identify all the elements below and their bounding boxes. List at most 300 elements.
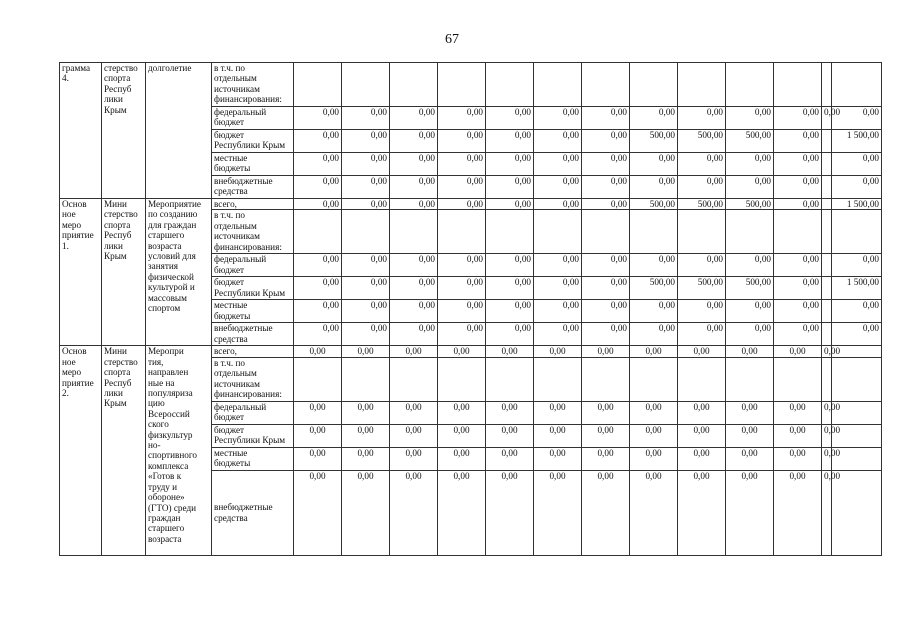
value-cell: 0,00: [678, 346, 726, 357]
funding-source-cell: [212, 424, 294, 447]
value-cell: 0,00: [822, 424, 832, 447]
cell-line: Всероссий: [148, 408, 190, 419]
value-cell: 0,00: [438, 153, 486, 176]
value-cell: [726, 210, 774, 254]
value-cell: 500,00: [678, 130, 726, 153]
cell-line: спортивного: [148, 450, 197, 461]
value-cell: [438, 63, 486, 107]
value-cell: 0,00: [726, 323, 774, 346]
value-cell: [822, 357, 832, 401]
cell-line: Респуб: [104, 377, 132, 388]
value-cell: [822, 153, 832, 176]
value-cell: 0,00: [726, 470, 774, 555]
value-cell: 0,00: [486, 199, 534, 210]
value-cell: 500,00: [630, 277, 678, 300]
value-cell: 0,00: [294, 254, 342, 277]
cell-line: стерство: [104, 356, 138, 367]
source-line: источникам: [214, 83, 260, 94]
cell-line: комплекса: [148, 460, 189, 471]
value-cell: 0,00: [774, 199, 822, 210]
cell-line: Меропри: [148, 346, 184, 357]
value-cell: [678, 357, 726, 401]
source-line: федеральный: [214, 401, 267, 412]
cell-line: для граждан: [148, 219, 197, 230]
source-line: в т.ч. по: [214, 63, 245, 73]
value-cell: 0,00: [438, 254, 486, 277]
value-cell: [774, 210, 822, 254]
value-cell: 0,00: [294, 470, 342, 555]
source-line: бюджет: [214, 412, 245, 423]
value-cell: 0,00: [630, 447, 678, 470]
value-cell: 0,00: [630, 254, 678, 277]
program-id-cell: [60, 346, 102, 555]
value-cell: 0,00: [534, 254, 582, 277]
value-cell: [534, 357, 582, 401]
value-cell: [390, 63, 438, 107]
value-cell: 0,00: [630, 153, 678, 176]
value-cell: 0,00: [822, 107, 832, 130]
value-cell: 0,00: [486, 176, 534, 199]
value-cell: 0,00: [486, 323, 534, 346]
value-cell: 0,00: [726, 176, 774, 199]
value-cell: 0,00: [726, 300, 774, 323]
value-cell: 0,00: [582, 277, 630, 300]
value-cell: 0,00: [630, 401, 678, 424]
executor-cell: [102, 346, 146, 555]
value-cell: 0,00: [582, 424, 630, 447]
cell-line: меро: [62, 367, 82, 378]
value-cell: [630, 63, 678, 107]
value-cell: [582, 63, 630, 107]
value-cell: 0,00: [342, 176, 390, 199]
value-cell: 0,00: [342, 130, 390, 153]
value-cell: 0,00: [582, 130, 630, 153]
value-cell: 0,00: [678, 176, 726, 199]
value-cell: 0,00: [390, 300, 438, 323]
cell-line: меро: [62, 219, 82, 230]
value-cell: 0,00: [438, 470, 486, 555]
value-cell: 0,00: [390, 130, 438, 153]
cell-line: стерство: [104, 209, 138, 220]
value-cell: 0,00: [438, 424, 486, 447]
funding-source-cell: [212, 401, 294, 424]
value-cell: 0,00: [438, 401, 486, 424]
cell-line: ное: [62, 209, 76, 220]
source-line: Республики Крым: [214, 140, 286, 151]
value-cell: 0,00: [582, 346, 630, 357]
value-cell: 0,00: [534, 346, 582, 357]
cell-line: Респуб: [104, 230, 132, 241]
value-cell: [678, 63, 726, 107]
cell-line: Крым: [104, 104, 127, 115]
executor-cell: [102, 63, 146, 199]
value-cell: 0,00: [342, 254, 390, 277]
value-cell: 0,00: [438, 300, 486, 323]
value-cell: 0,00: [822, 346, 832, 357]
cell-line: долголетие: [148, 63, 192, 73]
value-cell: [294, 357, 342, 401]
cell-line: направлен: [148, 367, 189, 378]
value-cell: 0,00: [832, 176, 882, 199]
funding-source-cell: [212, 199, 294, 210]
program-id-cell: [60, 199, 102, 346]
source-line: финансирования:: [214, 94, 282, 105]
value-cell: 0,00: [294, 176, 342, 199]
cell-line: лики: [104, 94, 123, 105]
value-cell: 0,00: [582, 199, 630, 210]
value-cell: 0,00: [342, 199, 390, 210]
value-cell: 0,00: [486, 401, 534, 424]
cell-line: возраста: [148, 240, 182, 251]
source-line: источникам: [214, 378, 260, 389]
source-line: источникам: [214, 231, 260, 242]
value-cell: 0,00: [294, 346, 342, 357]
value-cell: 0,00: [726, 346, 774, 357]
source-line: федеральный: [214, 107, 267, 117]
source-line: отдельным: [214, 220, 257, 231]
value-cell: 1 500,00: [832, 277, 882, 300]
value-cell: 0,00: [630, 176, 678, 199]
value-cell: 0,00: [390, 254, 438, 277]
value-cell: 0,00: [342, 323, 390, 346]
value-cell: [822, 277, 832, 300]
value-cell: 0,00: [678, 323, 726, 346]
value-cell: 0,00: [630, 323, 678, 346]
value-cell: 0,00: [438, 199, 486, 210]
program-id-cell: [60, 63, 102, 199]
cell-line: Мини: [104, 199, 127, 209]
value-cell: [832, 357, 882, 401]
value-cell: 0,00: [342, 424, 390, 447]
value-cell: 0,00: [438, 447, 486, 470]
value-cell: 0,00: [486, 107, 534, 130]
value-cell: 0,00: [342, 107, 390, 130]
value-cell: [726, 63, 774, 107]
value-cell: [832, 63, 882, 107]
value-cell: [726, 357, 774, 401]
value-cell: 0,00: [294, 153, 342, 176]
value-cell: 0,00: [294, 424, 342, 447]
source-line: внебюджетные: [214, 502, 273, 513]
value-cell: 0,00: [774, 424, 822, 447]
table-row: [60, 346, 882, 357]
cell-line: Респуб: [104, 83, 132, 94]
value-cell: [342, 357, 390, 401]
value-cell: 0,00: [822, 470, 832, 555]
cell-line: обороне»: [148, 492, 185, 503]
source-line: всего,: [214, 199, 237, 209]
source-line: бюджеты: [214, 163, 251, 174]
cell-line: Мини: [104, 346, 127, 357]
value-cell: 0,00: [678, 447, 726, 470]
value-cell: 0,00: [534, 199, 582, 210]
value-cell: 0,00: [390, 277, 438, 300]
funding-source-cell: [212, 346, 294, 357]
value-cell: 0,00: [678, 107, 726, 130]
value-cell: 0,00: [534, 323, 582, 346]
value-cell: [582, 210, 630, 254]
value-cell: [822, 63, 832, 107]
value-cell: 0,00: [390, 176, 438, 199]
budget-table: [59, 62, 882, 556]
cell-line: Основ: [62, 199, 87, 209]
cell-line: культурой и: [148, 282, 195, 293]
value-cell: 0,00: [342, 277, 390, 300]
value-cell: 0,00: [342, 153, 390, 176]
value-cell: [822, 210, 832, 254]
value-cell: [822, 300, 832, 323]
source-line: бюджеты: [214, 458, 251, 469]
value-cell: 0,00: [774, 300, 822, 323]
value-cell: [438, 357, 486, 401]
value-cell: 0,00: [774, 254, 822, 277]
source-line: финансирования:: [214, 241, 282, 252]
source-line: отдельным: [214, 368, 257, 379]
value-cell: 0,00: [774, 346, 822, 357]
measure-cell: [146, 63, 212, 199]
value-cell: 0,00: [774, 470, 822, 555]
value-cell: 0,00: [678, 300, 726, 323]
cell-line: занятия: [148, 261, 179, 272]
value-cell: 0,00: [342, 470, 390, 555]
value-cell: 0,00: [774, 447, 822, 470]
value-cell: 0,00: [486, 470, 534, 555]
cell-line: ные на: [148, 377, 175, 388]
source-line: внебюджетные: [214, 323, 273, 334]
cell-line: грамма: [62, 63, 91, 73]
value-cell: 500,00: [678, 277, 726, 300]
value-cell: 0,00: [534, 277, 582, 300]
value-cell: [390, 210, 438, 254]
value-cell: [832, 210, 882, 254]
cell-line: ное: [62, 356, 76, 367]
source-line: бюджет: [214, 130, 245, 140]
source-line: бюджет: [214, 264, 245, 275]
value-cell: [342, 63, 390, 107]
value-cell: 0,00: [294, 277, 342, 300]
value-cell: 0,00: [534, 300, 582, 323]
value-cell: 0,00: [678, 153, 726, 176]
measure-cell: [146, 346, 212, 555]
value-cell: [822, 323, 832, 346]
value-cell: 0,00: [582, 447, 630, 470]
cell-line: Крым: [104, 398, 127, 409]
value-cell: 0,00: [630, 300, 678, 323]
source-line: местные: [214, 153, 248, 163]
source-line: Республики Крым: [214, 435, 286, 446]
source-line: местные: [214, 447, 248, 458]
value-cell: [438, 210, 486, 254]
value-cell: 0,00: [390, 470, 438, 555]
source-line: средства: [214, 333, 248, 344]
funding-source-cell: [212, 323, 294, 346]
source-line: в т.ч. по: [214, 210, 245, 221]
value-cell: 0,00: [678, 401, 726, 424]
value-cell: [822, 130, 832, 153]
value-cell: 0,00: [832, 323, 882, 346]
value-cell: [534, 63, 582, 107]
value-cell: 0,00: [832, 107, 882, 130]
value-cell: [582, 357, 630, 401]
source-line: бюджеты: [214, 310, 251, 321]
cell-line: цию: [148, 398, 165, 409]
value-cell: 0,00: [534, 176, 582, 199]
value-cell: 0,00: [726, 401, 774, 424]
value-cell: 0,00: [582, 153, 630, 176]
cell-line: приятие: [62, 230, 94, 241]
value-cell: 0,00: [678, 470, 726, 555]
page-number: 67: [445, 32, 459, 47]
value-cell: 0,00: [678, 424, 726, 447]
value-cell: 500,00: [630, 199, 678, 210]
cell-line: спортом: [148, 303, 181, 314]
value-cell: 0,00: [582, 254, 630, 277]
value-cell: 0,00: [438, 323, 486, 346]
cell-line: стерство: [104, 63, 138, 73]
value-cell: 0,00: [390, 346, 438, 357]
value-cell: 0,00: [294, 323, 342, 346]
value-cell: 0,00: [486, 346, 534, 357]
table-row: [60, 63, 882, 107]
funding-source-cell: [212, 153, 294, 176]
value-cell: 0,00: [582, 300, 630, 323]
funding-source-cell: [212, 176, 294, 199]
funding-source-cell: [212, 254, 294, 277]
executor-cell: [102, 199, 146, 346]
source-line: бюджет: [214, 277, 245, 288]
value-cell: [822, 254, 832, 277]
funding-source-cell: [212, 63, 294, 107]
value-cell: 0,00: [534, 130, 582, 153]
cell-line: ского: [148, 419, 169, 430]
source-line: бюджет: [214, 117, 245, 128]
cell-line: спорта: [104, 219, 131, 230]
value-cell: 0,00: [726, 153, 774, 176]
cell-line: Крым: [104, 251, 127, 262]
cell-line: но-: [148, 440, 161, 451]
cell-line: условий для: [148, 251, 196, 262]
cell-line: физкультур: [148, 429, 193, 440]
value-cell: 0,00: [438, 176, 486, 199]
cell-line: граждан: [148, 512, 181, 523]
value-cell: [630, 210, 678, 254]
value-cell: 0,00: [832, 153, 882, 176]
value-cell: 0,00: [582, 401, 630, 424]
value-cell: [390, 357, 438, 401]
cell-line: старшего: [148, 523, 185, 534]
value-cell: 0,00: [832, 300, 882, 323]
value-cell: [486, 210, 534, 254]
cell-line: труду и: [148, 481, 178, 492]
source-line: федеральный: [214, 254, 267, 265]
value-cell: 500,00: [630, 130, 678, 153]
value-cell: 0,00: [390, 401, 438, 424]
cell-line: по созданию: [148, 209, 198, 220]
value-cell: 0,00: [486, 130, 534, 153]
source-line: отдельным: [214, 73, 257, 84]
table-row: [60, 199, 882, 210]
funding-source-cell: [212, 107, 294, 130]
value-cell: 0,00: [486, 424, 534, 447]
source-line: в т.ч. по: [214, 357, 245, 368]
cell-line: популяриза: [148, 388, 193, 399]
value-cell: 0,00: [390, 323, 438, 346]
value-cell: 0,00: [294, 300, 342, 323]
value-cell: 0,00: [630, 107, 678, 130]
value-cell: 0,00: [726, 424, 774, 447]
value-cell: 0,00: [822, 447, 832, 470]
value-cell: 0,00: [774, 323, 822, 346]
value-cell: [294, 63, 342, 107]
value-cell: 0,00: [534, 447, 582, 470]
value-cell: 0,00: [630, 424, 678, 447]
value-cell: 0,00: [726, 254, 774, 277]
value-cell: [486, 63, 534, 107]
value-cell: 0,00: [582, 323, 630, 346]
value-cell: 0,00: [774, 153, 822, 176]
value-cell: 0,00: [294, 130, 342, 153]
cell-line: массовым: [148, 292, 187, 303]
value-cell: 0,00: [294, 107, 342, 130]
value-cell: [822, 199, 832, 210]
source-line: местные: [214, 300, 248, 311]
value-cell: 500,00: [726, 199, 774, 210]
value-cell: 0,00: [438, 277, 486, 300]
value-cell: [774, 63, 822, 107]
value-cell: [678, 210, 726, 254]
funding-source-cell: [212, 300, 294, 323]
cell-line: «Готов к: [148, 471, 182, 482]
value-cell: 0,00: [630, 346, 678, 357]
value-cell: [342, 210, 390, 254]
value-cell: 0,00: [486, 447, 534, 470]
cell-line: тия,: [148, 356, 164, 367]
value-cell: 0,00: [390, 199, 438, 210]
value-cell: 0,00: [486, 300, 534, 323]
value-cell: 0,00: [726, 447, 774, 470]
value-cell: [774, 357, 822, 401]
value-cell: 0,00: [342, 401, 390, 424]
cell-line: 2.: [62, 388, 69, 399]
value-cell: 0,00: [774, 130, 822, 153]
cell-line: лики: [104, 388, 123, 399]
value-cell: 0,00: [294, 401, 342, 424]
value-cell: 0,00: [486, 277, 534, 300]
cell-line: (ГТО) среди: [148, 502, 197, 513]
value-cell: 0,00: [832, 254, 882, 277]
value-cell: 500,00: [678, 199, 726, 210]
value-cell: 0,00: [534, 107, 582, 130]
value-cell: 0,00: [294, 447, 342, 470]
measure-cell: [146, 199, 212, 346]
value-cell: 0,00: [582, 176, 630, 199]
cell-line: приятие: [62, 377, 94, 388]
value-cell: 0,00: [534, 153, 582, 176]
value-cell: [630, 357, 678, 401]
cell-line: 4.: [62, 73, 69, 84]
value-cell: 0,00: [390, 153, 438, 176]
value-cell: 0,00: [342, 447, 390, 470]
value-cell: 0,00: [390, 424, 438, 447]
source-line: финансирования:: [214, 389, 282, 400]
value-cell: 0,00: [582, 107, 630, 130]
value-cell: [832, 470, 882, 555]
value-cell: 500,00: [726, 277, 774, 300]
source-line: средства: [214, 186, 248, 197]
value-cell: 0,00: [534, 470, 582, 555]
value-cell: 0,00: [294, 199, 342, 210]
source-line: всего,: [214, 346, 237, 357]
